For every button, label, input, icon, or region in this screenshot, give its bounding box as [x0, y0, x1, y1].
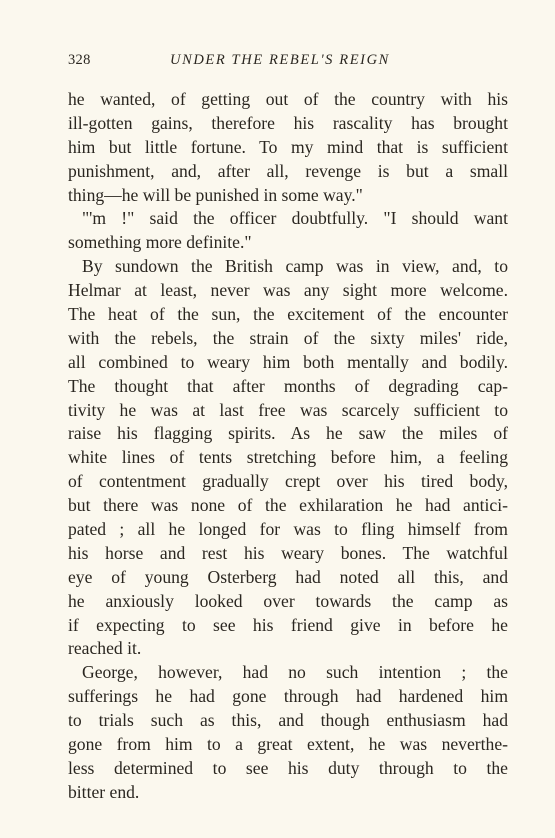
text-line: he anxiously looked over towards the camp as: [68, 590, 508, 611]
text-line: if expecting to see his friend give in before he: [68, 614, 508, 635]
paragraph: [68, 661, 508, 804]
text-line: By sundown the British camp was in view, and, to: [82, 256, 508, 277]
running-title: UNDER THE REBEL'S REIGN: [170, 52, 390, 68]
paragraph: [68, 88, 508, 207]
text-line: The heat of the sun, the excitement of the encounter: [68, 304, 508, 325]
text-line: to trials such as this, and though enthusiasm had: [68, 710, 508, 731]
text-line: he wanted, of getting out of the country with his: [68, 89, 508, 109]
text-line: George, however, had no such intention ; the: [82, 662, 508, 683]
text-line: "'m !" said the officer doubtfully. "I should want: [82, 208, 508, 229]
paragraph: [68, 207, 508, 255]
text-line: all combined to weary him both mentally and bodily.: [68, 351, 508, 372]
text-line: his horse and rest his weary bones. The watchful: [68, 542, 508, 563]
text-line: less determined to see his duty through to the: [68, 757, 508, 778]
paragraph: [68, 255, 508, 661]
text-line: white lines of tents stretching before him, a feeling: [68, 447, 508, 468]
text-line: pated ; all he longed for was to fling himself from: [68, 519, 508, 540]
text-line: raise his flagging spirits. As he saw the miles of: [68, 423, 508, 444]
text-line: but there was none of the exhilaration he had antici-: [68, 495, 508, 516]
text-line: eye of young Osterberg had noted all this, and: [68, 566, 508, 587]
text-line: punishment, and, after all, revenge is but a small: [68, 160, 508, 181]
text-line: bitter end.: [68, 781, 140, 802]
text-line: him but little fortune. To my mind that is sufficient: [68, 136, 508, 157]
text-line: thing—he will be punished in some way.": [68, 184, 363, 205]
text-line: ill-gotten gains, therefore his rascality has brought: [68, 112, 508, 133]
text-line: reached it.: [68, 638, 142, 659]
body-text: [68, 88, 508, 805]
text-line: Helmar at least, never was any sight more welcome.: [68, 280, 508, 301]
text-line: with the rebels, the strain of the sixty miles' ride,: [68, 327, 508, 348]
text-line: The thought that after months of degrading cap-: [68, 375, 508, 396]
text-line: of contentment gradually crept over his tired body,: [68, 471, 508, 492]
text-line: gone from him to a great extent, he was neverthe-: [68, 734, 508, 755]
running-head: [68, 52, 508, 72]
text-line: tivity he was at last free was scarcely sufficient to: [68, 399, 508, 420]
text-line: something more definite.": [68, 232, 252, 253]
page-number: 328: [68, 52, 91, 68]
text-line: sufferings he had gone through had hardened him: [68, 686, 508, 707]
